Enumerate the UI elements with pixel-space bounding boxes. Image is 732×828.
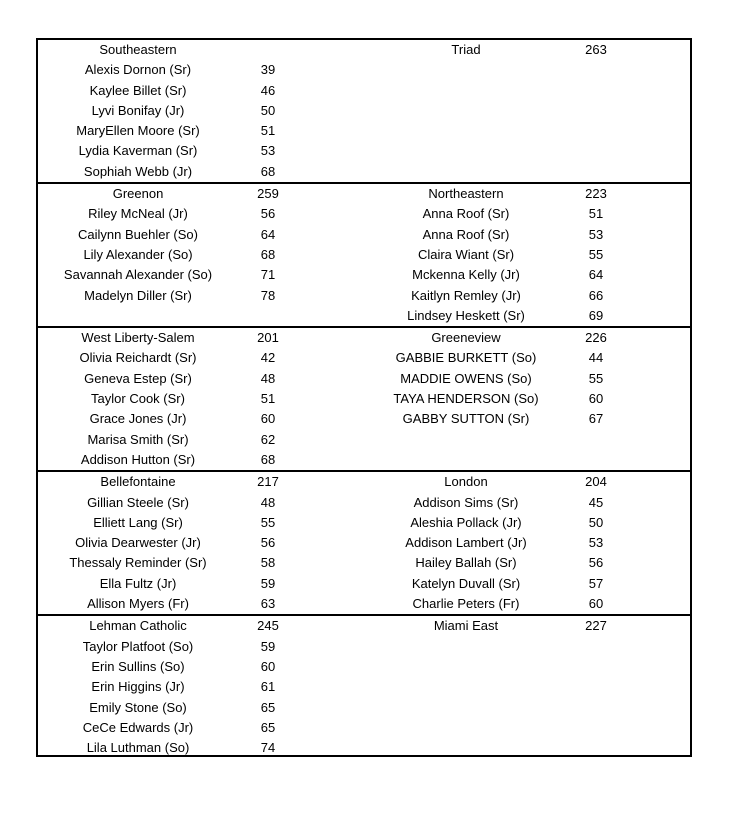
player-row — [38, 738, 690, 758]
player-row — [38, 698, 690, 718]
player-score: 56 — [260, 535, 276, 551]
player-name: Lila Luthman (So) — [86, 740, 190, 756]
player-score: 64 — [588, 267, 604, 283]
team-name: Triad — [451, 42, 481, 57]
team-total: 263 — [585, 42, 607, 57]
player-name: Taylor Platfoot (So) — [82, 638, 194, 654]
player-score: 62 — [260, 431, 276, 447]
player-score: 65 — [260, 719, 276, 735]
player-row — [38, 225, 690, 245]
player-row — [38, 101, 690, 121]
team-name: Southeastern — [99, 42, 177, 57]
player-row — [38, 574, 690, 594]
team-header-row — [38, 328, 690, 348]
player-name: TAYA HENDERSON (So) — [393, 391, 539, 407]
team-section — [38, 328, 690, 472]
player-name: Emily Stone (So) — [89, 699, 187, 715]
player-row — [38, 450, 690, 470]
player-row — [38, 348, 690, 368]
team-header-row — [38, 616, 690, 636]
player-name: Addison Sims (Sr) — [413, 494, 519, 510]
player-score: 65 — [260, 699, 276, 715]
player-name: Kaylee Billet (Sr) — [89, 82, 187, 98]
player-score: 42 — [260, 350, 276, 366]
team-name: Greenon — [112, 186, 164, 202]
player-name: Gillian Steele (Sr) — [87, 494, 189, 510]
player-name: Grace Jones (Jr) — [89, 411, 187, 427]
player-score: 59 — [260, 638, 276, 654]
team-total: 204 — [585, 474, 607, 490]
player-score: 48 — [260, 370, 276, 386]
player-name: Addison Lambert (Jr) — [405, 535, 527, 551]
player-row — [38, 718, 690, 738]
player-name: Charlie Peters (Fr) — [412, 596, 520, 612]
player-name: MaryEllen Moore (Sr) — [76, 123, 200, 139]
team-name: Bellefontaine — [100, 474, 176, 490]
player-score: 45 — [588, 494, 604, 510]
player-name: Geneva Estep (Sr) — [84, 370, 192, 386]
player-row — [38, 81, 690, 101]
player-name: Madelyn Diller (Sr) — [84, 287, 192, 303]
player-name: Sophiah Webb (Jr) — [83, 163, 193, 179]
player-name: Alexis Dornon (Sr) — [84, 62, 192, 78]
player-name: Lily Alexander (So) — [83, 246, 193, 262]
player-score: 51 — [260, 391, 276, 407]
team-section — [38, 184, 690, 328]
player-name: Lindsey Heskett (Sr) — [407, 307, 525, 323]
player-row — [38, 389, 690, 409]
team-total: 226 — [585, 330, 607, 346]
player-score: 51 — [588, 206, 604, 222]
player-name: GABBIE BURKETT (So) — [395, 350, 537, 366]
player-score: 55 — [260, 514, 276, 530]
team-header-row — [38, 184, 690, 204]
player-name: Riley McNeal (Jr) — [88, 206, 188, 222]
team-section — [38, 472, 690, 616]
team-name: West Liberty-Salem — [81, 330, 195, 346]
player-name: Thessaly Reminder (Sr) — [69, 555, 207, 571]
player-score: 46 — [260, 82, 276, 98]
player-name: Marisa Smith (Sr) — [87, 431, 189, 447]
team-section — [38, 40, 690, 184]
player-name: Lyvi Bonifay (Jr) — [91, 102, 185, 118]
team-name: Lehman Catholic — [89, 618, 187, 634]
player-name: Claira Wiant (Sr) — [417, 246, 515, 262]
player-row — [38, 369, 690, 389]
player-name: Anna Roof (Sr) — [422, 206, 510, 222]
player-score: 44 — [588, 350, 604, 366]
team-header-row — [38, 472, 690, 492]
player-score: 53 — [588, 535, 604, 551]
player-score: 74 — [260, 740, 276, 756]
player-score: 61 — [260, 679, 276, 695]
player-row — [38, 265, 690, 285]
player-name: Anna Roof (Sr) — [422, 226, 510, 242]
player-row — [38, 245, 690, 265]
team-name: London — [444, 474, 488, 490]
player-name: Erin Higgins (Jr) — [91, 679, 185, 695]
player-score: 55 — [588, 246, 604, 262]
player-row — [38, 677, 690, 697]
player-score: 50 — [260, 102, 276, 118]
results-table — [36, 38, 692, 757]
player-name: Erin Sullins (So) — [91, 658, 185, 674]
team-total: 227 — [585, 618, 607, 634]
player-score: 51 — [260, 123, 276, 139]
team-name: Northeastern — [428, 186, 504, 202]
player-name: MADDIE OWENS (So) — [400, 370, 532, 386]
player-score: 60 — [588, 391, 604, 407]
player-name: Katelyn Duvall (Sr) — [411, 575, 521, 591]
player-name: CeCe Edwards (Jr) — [82, 719, 194, 735]
player-row — [38, 60, 690, 80]
player-name: Aleshia Pollack (Jr) — [410, 514, 522, 530]
player-score: 60 — [260, 411, 276, 427]
player-score: 68 — [260, 451, 276, 467]
player-name: Olivia Reichardt (Sr) — [79, 350, 197, 366]
player-row — [38, 286, 690, 306]
player-score: 60 — [588, 596, 604, 612]
team-section — [38, 616, 690, 758]
player-name: GABBY SUTTON (Sr) — [402, 411, 530, 427]
player-row — [38, 430, 690, 450]
team-name: Greeneview — [431, 330, 501, 346]
player-name: Taylor Cook (Sr) — [91, 391, 185, 407]
player-name: Elliett Lang (Sr) — [93, 514, 183, 530]
player-name: Lydia Kaverman (Sr) — [78, 143, 198, 159]
team-total: 201 — [257, 330, 279, 346]
team-total: 217 — [257, 474, 279, 490]
player-score: 68 — [260, 246, 276, 262]
player-row — [38, 409, 690, 429]
player-row — [38, 204, 690, 224]
player-score: 64 — [260, 226, 276, 242]
team-total: 259 — [257, 186, 279, 202]
player-row — [38, 594, 690, 614]
player-row — [38, 162, 690, 182]
player-row — [38, 637, 690, 657]
player-score: 78 — [260, 287, 276, 303]
player-row — [38, 493, 690, 513]
player-score: 55 — [588, 370, 604, 386]
player-row — [38, 513, 690, 533]
player-score: 63 — [260, 596, 276, 612]
player-score: 39 — [260, 62, 276, 78]
player-score: 59 — [260, 575, 276, 591]
player-score: 67 — [588, 411, 604, 427]
player-row — [38, 553, 690, 573]
player-score: 69 — [588, 307, 604, 323]
player-score: 56 — [588, 555, 604, 571]
player-name: Ella Fultz (Jr) — [99, 575, 177, 591]
player-score: 48 — [260, 494, 276, 510]
player-name: Allison Myers (Fr) — [87, 596, 189, 612]
player-score: 56 — [260, 206, 276, 222]
player-score: 58 — [260, 555, 276, 571]
player-score: 60 — [260, 658, 276, 674]
player-name: Savannah Alexander (So) — [63, 267, 213, 283]
player-name: Mckenna Kelly (Jr) — [412, 267, 520, 283]
player-row — [38, 533, 690, 553]
player-row — [38, 306, 690, 326]
player-score: 68 — [260, 163, 276, 179]
player-row — [38, 121, 690, 141]
player-score: 53 — [260, 143, 276, 159]
team-total: 245 — [257, 618, 279, 634]
player-name: Kaitlyn Remley (Jr) — [411, 287, 521, 303]
player-name: Olivia Dearwester (Jr) — [75, 535, 201, 551]
player-score: 57 — [588, 575, 604, 591]
player-score: 53 — [588, 226, 604, 242]
player-row — [38, 657, 690, 677]
player-name: Hailey Ballah (Sr) — [415, 555, 517, 571]
player-score: 66 — [588, 287, 604, 303]
team-total: 223 — [585, 186, 607, 202]
team-name: Miami East — [433, 618, 499, 634]
player-name: Cailynn Buehler (So) — [78, 226, 198, 242]
player-score: 50 — [588, 514, 604, 530]
player-name: Addison Hutton (Sr) — [80, 451, 196, 467]
player-score: 71 — [260, 267, 276, 283]
player-row — [38, 141, 690, 161]
team-header-row — [38, 40, 690, 60]
